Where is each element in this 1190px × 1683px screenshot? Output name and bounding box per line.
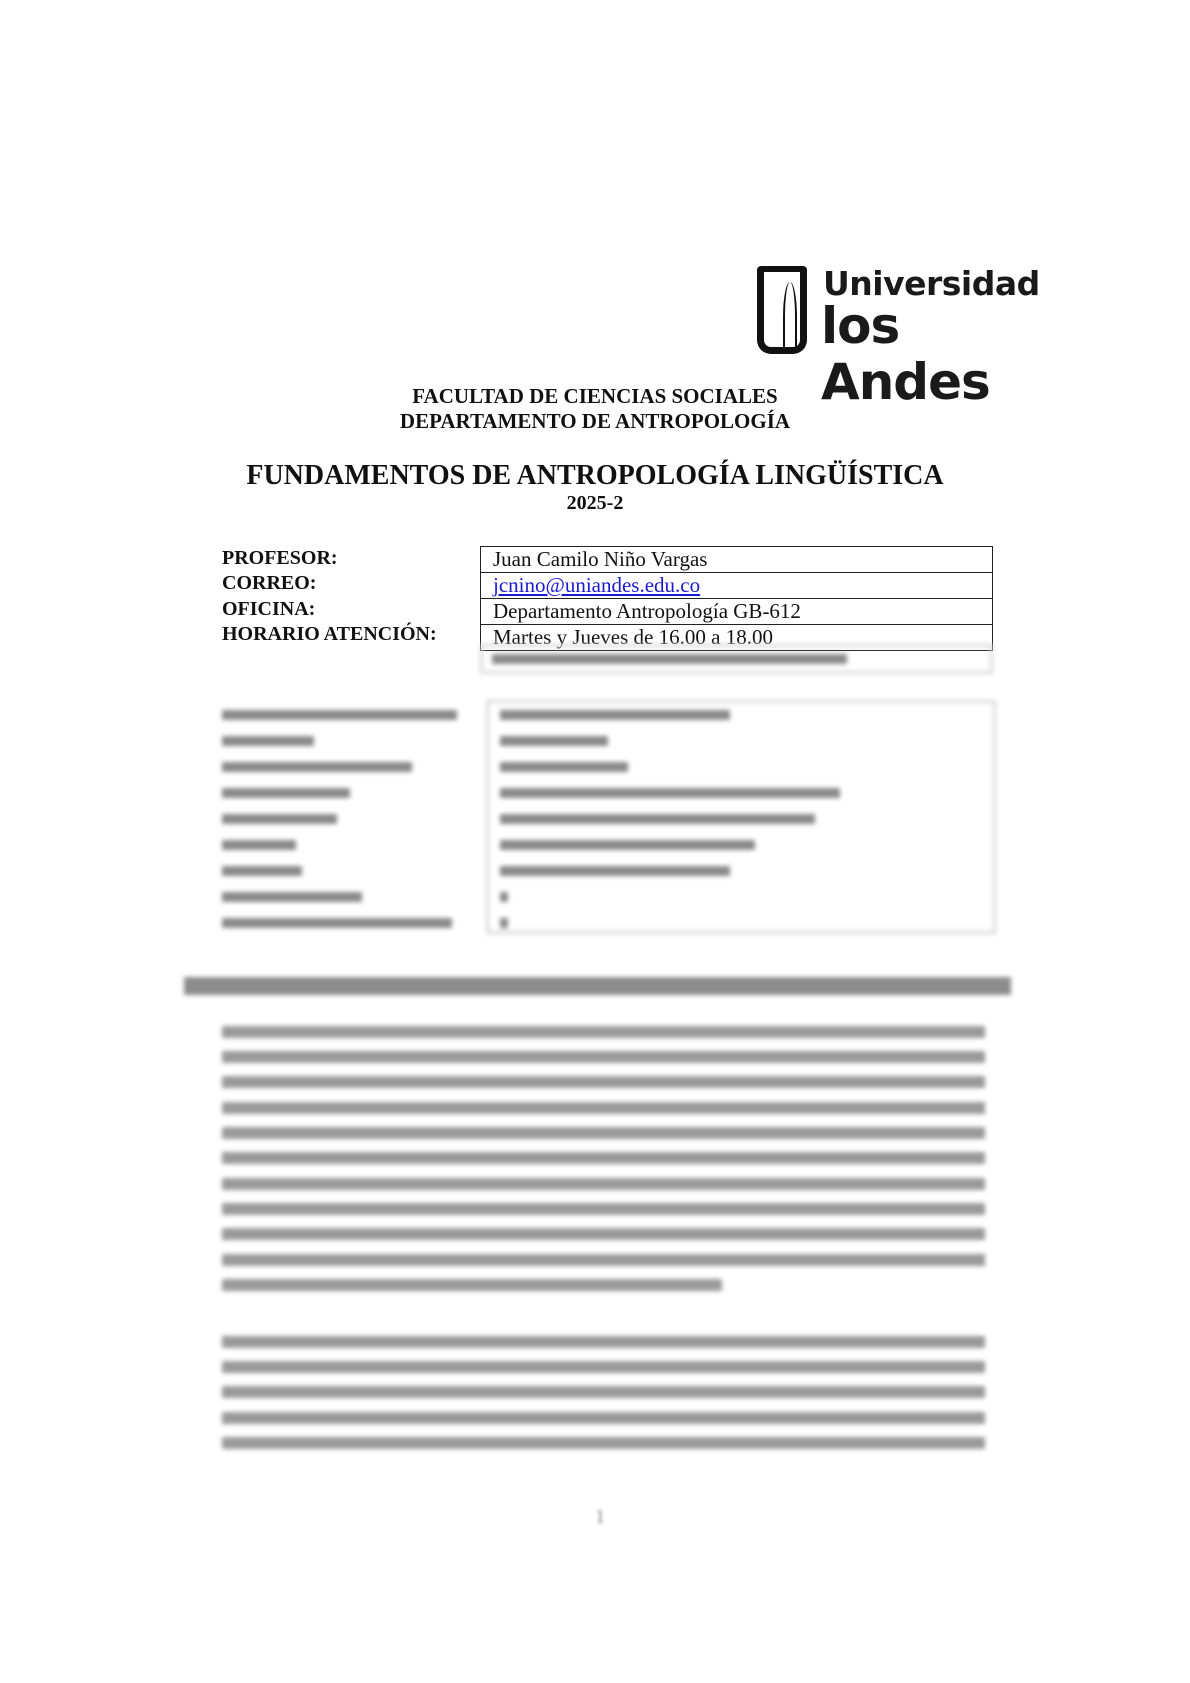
professor-info-table [480, 546, 993, 651]
label-professor: PROFESOR: [222, 547, 338, 569]
email-link[interactable]: jcnino@uniandes.edu.co [493, 573, 701, 597]
professor-value: Juan Camilo Niño Vargas [493, 547, 708, 571]
logo-shield-icon [757, 266, 807, 354]
page-number: 1 [595, 1506, 605, 1528]
label-office: OFICINA: [222, 598, 316, 620]
logo-text-line2: los Andes [821, 297, 990, 411]
label-email: CORREO: [222, 572, 317, 594]
blurred-hours-note [480, 644, 993, 674]
office-value: Departamento Antropología GB-612 [481, 598, 992, 624]
label-hours: HORARIO ATENCIÓN: [222, 623, 437, 645]
hours-value: Martes y Jueves de 16.00 a 18.00 [481, 624, 992, 650]
department-heading: DEPARTAMENTO DE ANTROPOLOGÍA [399, 409, 791, 433]
term: 2025-2 [566, 492, 624, 514]
blurred-paragraph-1 [0, 1018, 1190, 1308]
course-title: FUNDAMENTOS DE ANTROPOLOGÍA LINGÜÍSTICA [246, 460, 944, 491]
logo-text-line1: Universidad [823, 264, 1040, 303]
faculty-heading: FACULTAD DE CIENCIAS SOCIALES [412, 384, 778, 408]
blurred-course-info-table [0, 700, 1190, 936]
blurred-paragraph-2 [0, 1328, 1190, 1458]
university-logo [757, 264, 1040, 411]
blurred-section-heading-bar [184, 977, 1011, 995]
